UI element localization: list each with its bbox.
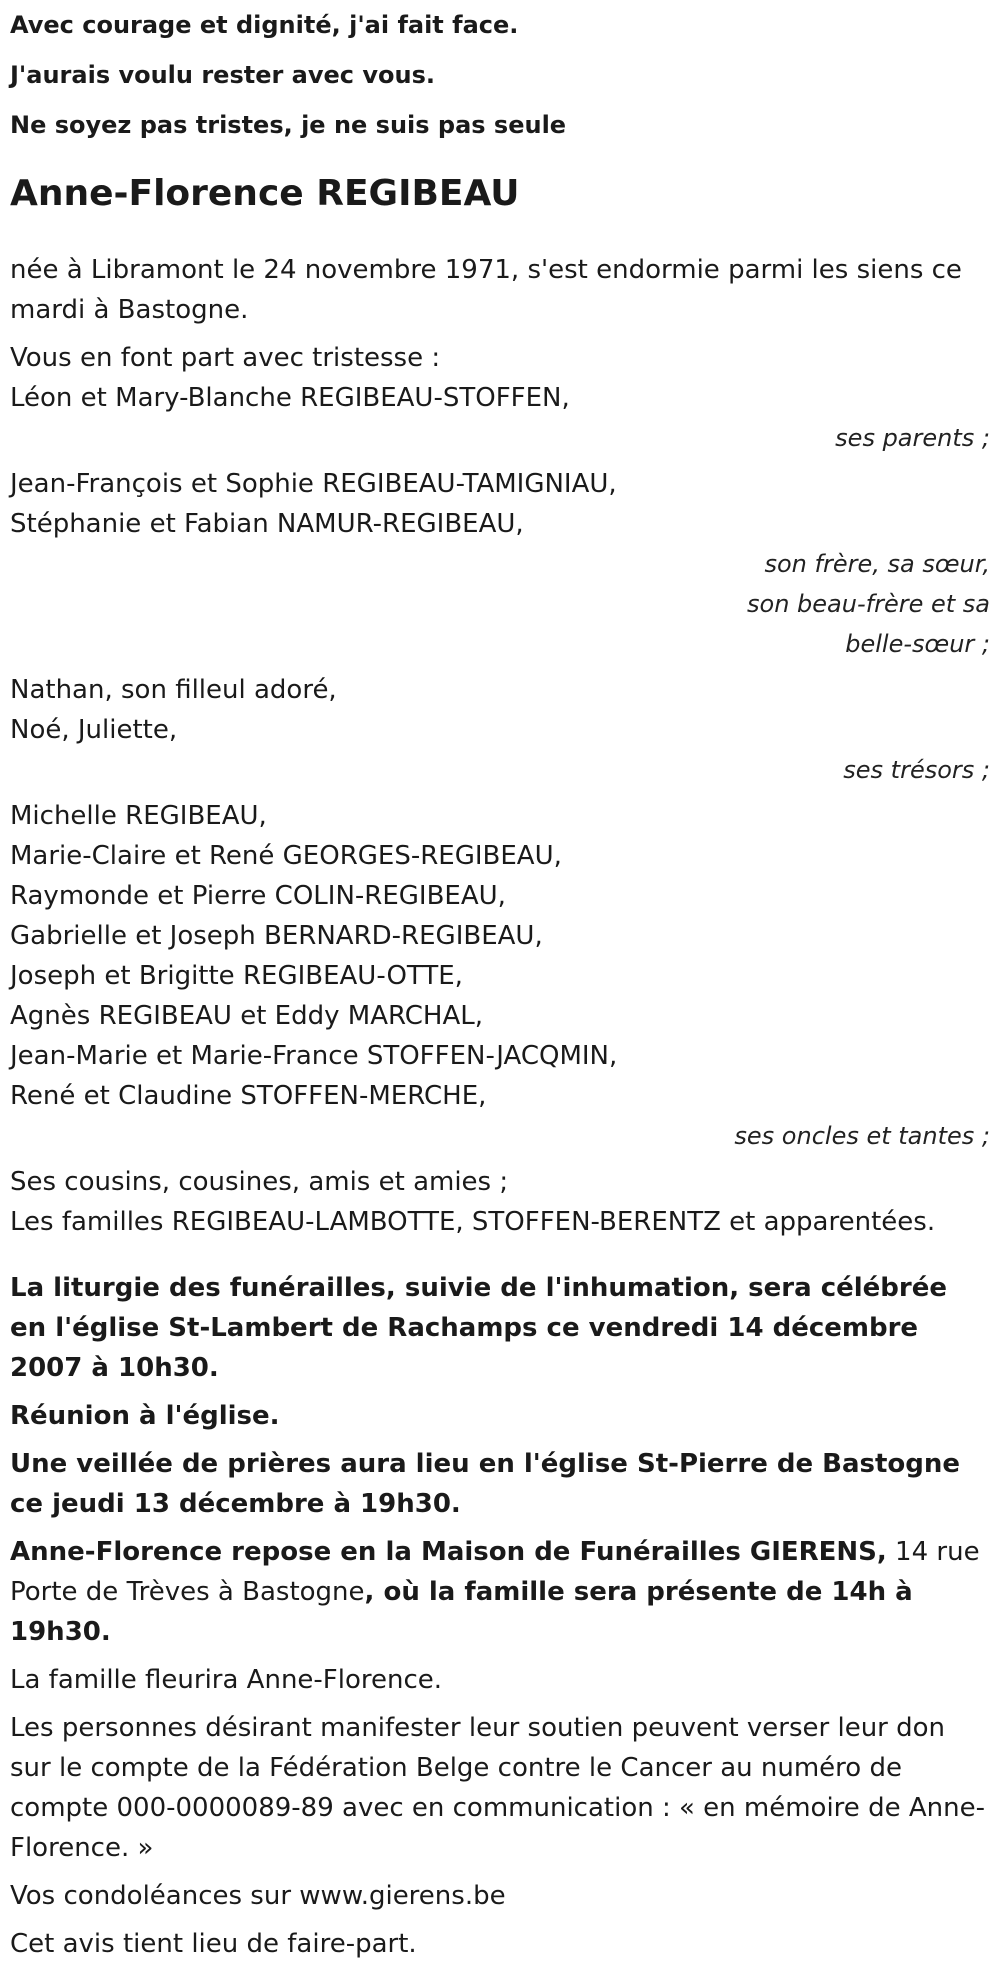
birth-text: née à Libramont le 24 novembre 1971, s'est endormie parmi les siens ce mardi à Bastogne. [10,255,962,325]
liturgy-text: La liturgie des funérailles, suivie de l'inhumation, sera célébrée en l'église St-Lambert de Rachamps ce vendredi 14 décembre 2007 à 10h30. [10,1273,947,1383]
family-name-line: Jean-Marie et Marie-France STOFFEN-JACQMIN, [10,1041,618,1071]
closing-text: Cet avis tient lieu de faire-part. [10,1929,417,1959]
deceased-name: Anne-Florence REGIBEAU [10,173,520,214]
relationship-role: ses trésors ; [843,756,990,784]
family-name-line: Gabrielle et Joseph BERNARD-REGIBEAU, [10,921,543,951]
relationship-role: ses parents ; [835,424,990,452]
family-name-line: Stéphanie et Fabian NAMUR-REGIBEAU, [10,509,524,539]
family-name-line: René et Claudine STOFFEN-MERCHE, [10,1081,487,1111]
intro-line: Ne soyez pas tristes, je ne suis pas seule [10,111,567,139]
donation-text: Les personnes désirant manifester leur soutien peuvent verser leur don sur le compte de la Fédération Belge contre le Cancer au numéro de compte 000-0000089-89 avec en communication : « en mémoire de Anne-Florence. » [10,1713,985,1863]
family-name-line: Agnès REGIBEAU et Eddy MARCHAL, [10,1001,484,1031]
repose-hours: , où la famille sera présente de 14h à 19h30. [10,1577,913,1647]
intro-line: J'aurais voulu rester avec vous. [10,61,436,89]
repose-location: Anne-Florence repose en la Maison de Funérailles GIERENS, [10,1537,887,1567]
family-name-line: Noé, Juliette, [10,715,178,745]
family-name-line: Marie-Claire et René GEORGES-REGIBEAU, [10,841,562,871]
intro-line: Avec courage et dignité, j'ai fait face. [10,11,519,39]
repose-address: 14 rue Porte de Trèves à Bastogne [10,1537,980,1607]
family-name-line: Michelle REGIBEAU, [10,801,267,831]
meeting-text: Réunion à l'église. [10,1401,280,1431]
condolences-text: Vos condoléances sur www.gierens.be [10,1881,506,1911]
family-name-line: Léon et Mary-Blanche REGIBEAU-STOFFEN, [10,383,570,413]
family-name-line: Raymonde et Pierre COLIN-REGIBEAU, [10,881,506,911]
relationship-role: ses oncles et tantes ; [734,1122,990,1150]
repose-text [10,1532,990,1652]
others-line: Les familles REGIBEAU-LAMBOTTE, STOFFEN-BERENTZ et apparentées. [10,1207,936,1237]
family-name-line: Joseph et Brigitte REGIBEAU-OTTE, [10,961,463,991]
flowers-text: La famille fleurira Anne-Florence. [10,1665,443,1695]
family-name-line: Nathan, son filleul adoré, [10,675,337,705]
family-name-line: Jean-François et Sophie REGIBEAU-TAMIGNIAU, [10,469,617,499]
vigil-text: Une veillée de prières aura lieu en l'église St-Pierre de Bastogne ce jeudi 13 décembre à 19h30. [10,1449,961,1519]
announcement-text: Vous en font part avec tristesse : [10,343,441,373]
others-line: Ses cousins, cousines, amis et amies ; [10,1167,509,1197]
relationship-role: son frère, sa sœur, son beau-frère et sa belle-sœur ; [747,550,990,658]
